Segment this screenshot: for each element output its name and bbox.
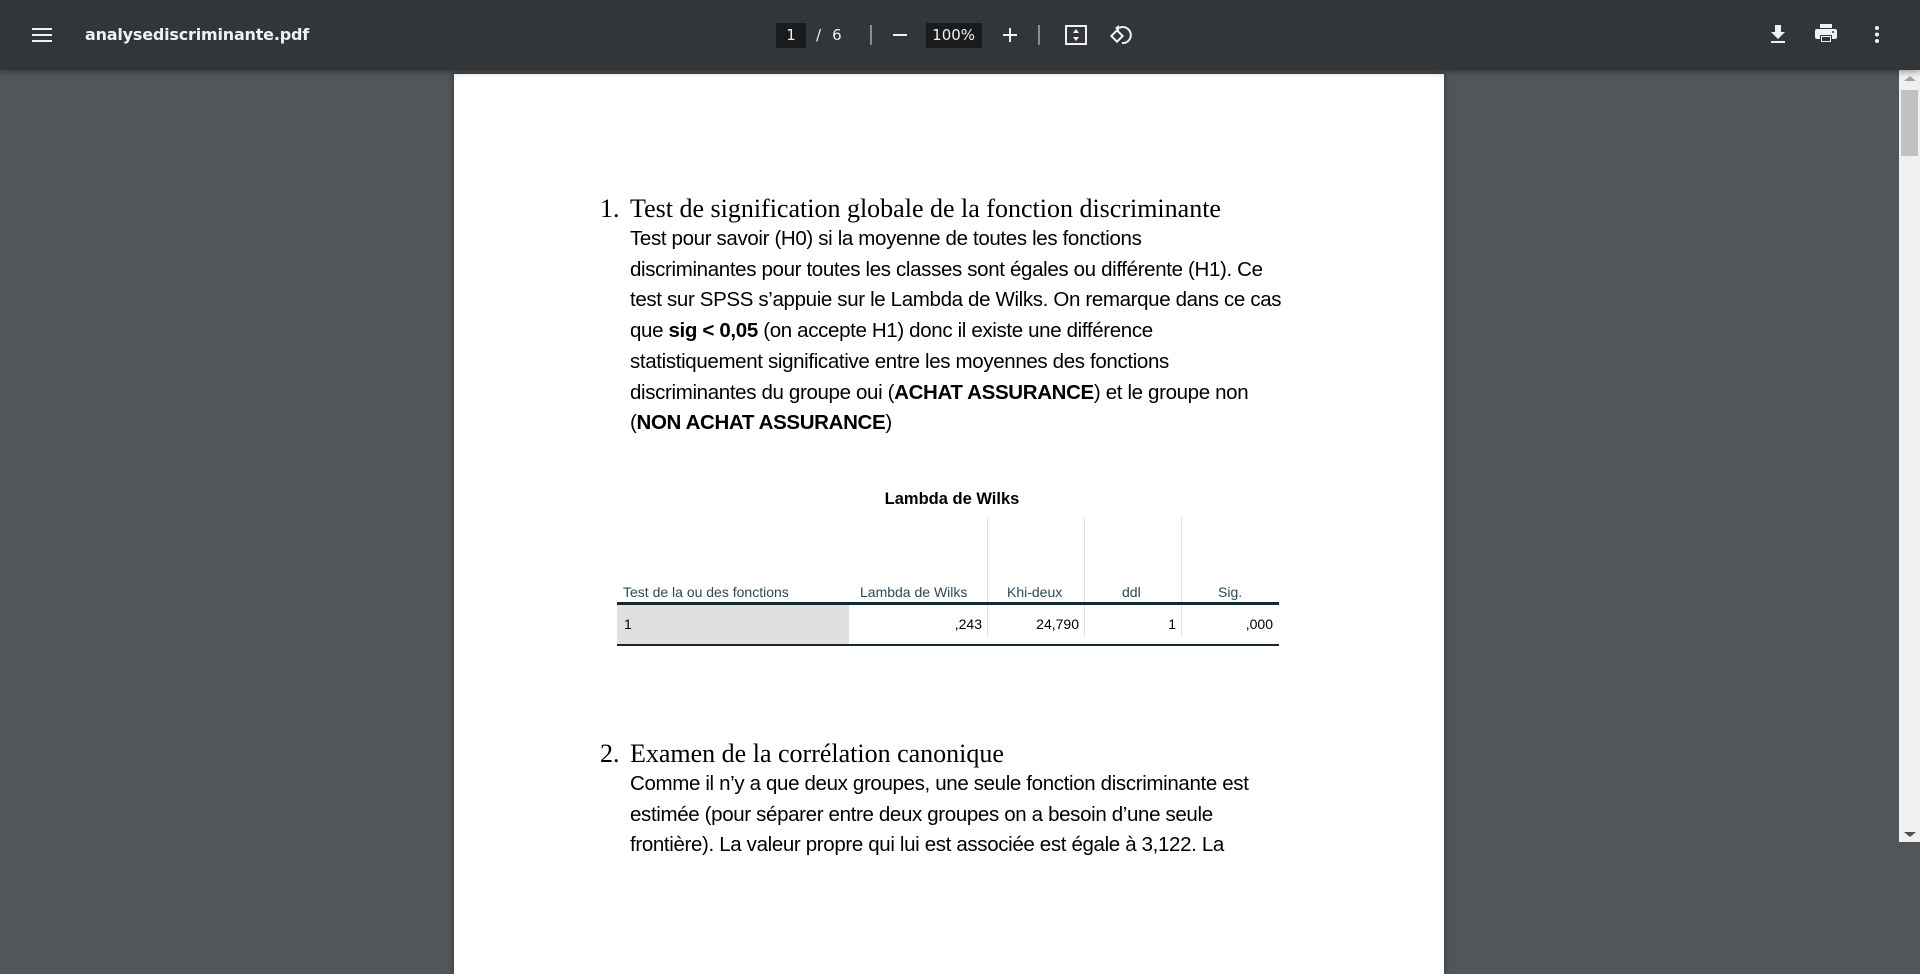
scrollbar-thumb[interactable]	[1901, 90, 1918, 156]
section-2-heading	[600, 739, 1004, 769]
zoom-out-button[interactable]	[888, 23, 912, 47]
bold-text: ACHAT ASSURANCE	[894, 380, 1094, 404]
paragraph-line	[630, 408, 1330, 439]
plus-icon	[1002, 27, 1018, 43]
table-header: Lambda de Wilks	[860, 584, 968, 600]
fit-to-page-button[interactable]	[1064, 23, 1088, 47]
toolbar-divider	[870, 25, 872, 45]
paragraph-line: Comme il n’y a que deux groupes, une seule fonction discriminante est	[630, 772, 1249, 795]
toolbar-divider	[1038, 25, 1040, 45]
paragraph-line: Test pour savoir (H0) si la moyenne de toutes les fonctions	[630, 227, 1142, 250]
table-header: Test de la ou des fonctions	[623, 584, 789, 600]
table-gridline	[1084, 518, 1085, 636]
table-cell-khi-deux: 24,790	[1036, 616, 1079, 632]
paragraph-line: statistiquement significative entre les moyennes des fonctions	[630, 349, 1169, 373]
more-vertical-icon	[1873, 23, 1881, 45]
section-1-heading	[600, 194, 1221, 224]
pdf-page-1	[454, 74, 1444, 974]
rotate-button[interactable]	[1108, 23, 1132, 47]
document-title: analysediscriminante.pdf	[85, 25, 309, 44]
section-1-title: Test de signification globale de la fonction discriminante	[630, 194, 1221, 223]
bold-text: NON ACHAT ASSURANCE	[636, 411, 886, 435]
table-header: Sig.	[1218, 584, 1243, 600]
minus-icon	[892, 27, 908, 43]
pdf-toolbar	[0, 0, 1920, 70]
paragraph-line: test sur SPSS s’appuie sur le Lambda de Wilks. On remarque dans ce cas	[630, 288, 1282, 312]
print-icon	[1814, 23, 1838, 45]
text: (on accepte H1) donc il existe une différence	[757, 319, 1153, 343]
table-title: Lambda de Wilks	[884, 490, 1020, 508]
pdf-viewer[interactable]	[0, 70, 1900, 857]
page-number-input[interactable]: 1	[776, 23, 806, 48]
section-1-number: 1.	[600, 194, 620, 223]
scroll-down-arrow-icon[interactable]	[1904, 832, 1916, 837]
bold-text: sig < 0,05	[668, 319, 758, 343]
text: ) et le groupe non	[1093, 380, 1249, 404]
scroll-up-arrow-icon[interactable]	[1904, 76, 1916, 81]
text: discriminantes du groupe oui (	[630, 380, 895, 404]
paragraph-line	[630, 378, 1330, 409]
text: (	[630, 411, 637, 435]
more-options-button[interactable]	[1865, 22, 1889, 46]
section-2-paragraph	[630, 769, 1330, 861]
paragraph-line: frontière). La valeur propre qui lui est associée est égale à 3,122. La	[630, 833, 1224, 857]
rotate-counterclockwise-icon	[1108, 23, 1132, 47]
table-cell-ddl: 1	[1168, 616, 1176, 632]
paragraph-line	[630, 316, 1330, 347]
text: que	[630, 319, 669, 343]
table-cell-test: 1	[624, 616, 632, 632]
table-header: ddl	[1122, 584, 1141, 600]
page-separator: /	[816, 26, 822, 44]
download-button[interactable]	[1766, 22, 1790, 46]
paragraph-line: discriminantes pour toutes les classes sont égales ou différente (H1). Ce	[630, 257, 1263, 281]
zoom-level-input[interactable]: 100%	[926, 23, 982, 48]
zoom-in-button[interactable]	[998, 23, 1022, 47]
section-1-paragraph	[630, 224, 1330, 439]
section-2-number: 2.	[600, 739, 620, 768]
hamburger-menu-icon[interactable]	[30, 23, 54, 47]
paragraph-line: estimée (pour séparer entre deux groupes on a besoin d’une seule	[630, 802, 1213, 826]
table-gridline	[987, 518, 988, 636]
page-total: 6	[832, 26, 842, 44]
text: )	[885, 411, 892, 435]
wilks-lambda-table	[617, 518, 1279, 638]
table-rule	[617, 644, 1279, 646]
section-2-title: Examen de la corrélation canonique	[630, 739, 1004, 768]
print-button[interactable]	[1814, 22, 1838, 46]
download-icon	[1768, 23, 1788, 45]
table-gridline	[1181, 518, 1182, 636]
table-cell-lambda: ,243	[954, 616, 982, 632]
fit-to-page-icon	[1064, 24, 1088, 46]
table-header: Khi-deux	[1007, 584, 1063, 600]
vertical-scrollbar[interactable]	[1899, 70, 1920, 842]
row-label-background	[617, 605, 849, 645]
table-cell-sig: ,000	[1245, 616, 1273, 632]
page-zoom-controls	[776, 22, 1132, 48]
